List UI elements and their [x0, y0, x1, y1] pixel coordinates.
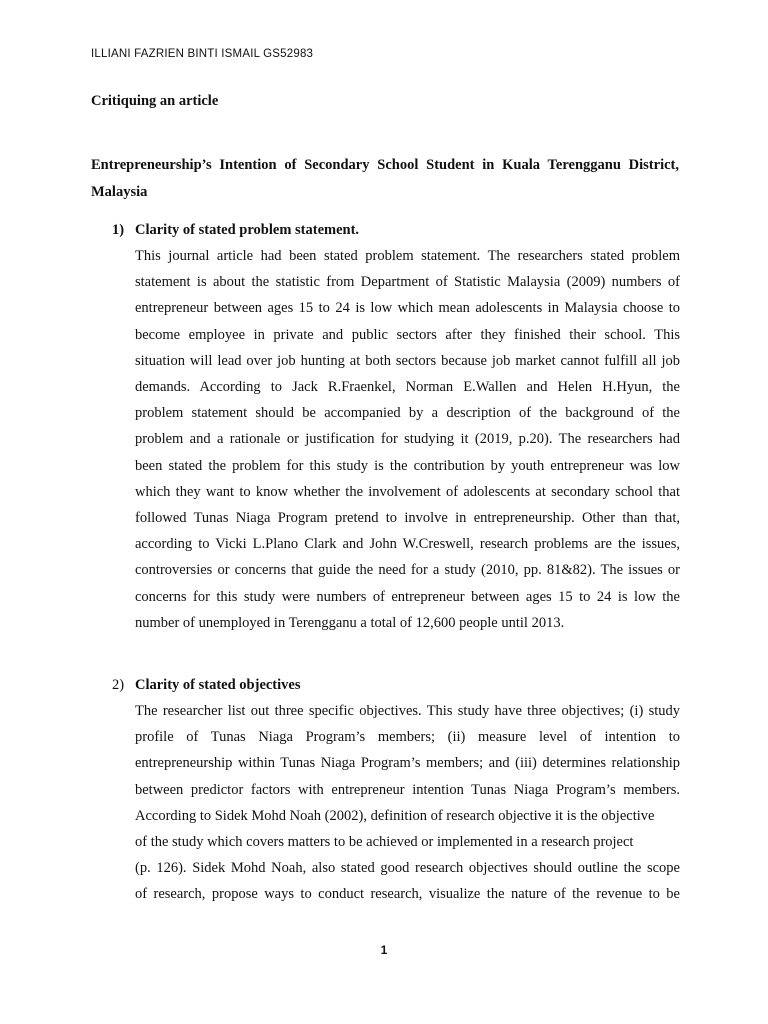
section-2-heading-text: Clarity of stated objectives — [135, 677, 301, 693]
paragraph-line: situation will lead over job hunting at both sectors because job market cannot fulfill all job — [135, 352, 680, 369]
paragraph-line: followed Tunas Niaga Program pretend to involve in entrepreneurship. Other than that, — [135, 510, 680, 527]
paragraph-line: entrepreneurship within Tunas Niaga Program’s members; and (iii) determines relationship — [135, 755, 680, 772]
paragraph-line: entrepreneur between ages 15 to 24 is low which mean adolescents in Malaysia choose to — [135, 300, 680, 317]
paragraph-line: According to Sidek Mohd Noah (2002), definition of research objective it is the objective — [135, 807, 655, 824]
paragraph-line: number of unemployed in Terengganu a total of 12,600 people until 2013. — [135, 614, 565, 631]
section-1-body — [135, 243, 680, 636]
paragraph-line: problem statement should be accompanied by a description of the background of the — [135, 405, 680, 422]
paragraph-line: between predictor factors with entrepreneur intention Tunas Niaga Program’s members. — [135, 781, 680, 798]
section-2-body — [135, 698, 680, 908]
paragraph-line: controversies or concerns that guide the need for a study (2010, pp. 81&82). The issues or — [135, 562, 680, 579]
page-number: 1 — [380, 943, 388, 957]
paragraph-line: problem and a rationale or justification for studying it (2019, p.20). The researchers had — [135, 431, 680, 448]
section-2 — [112, 672, 680, 908]
section-1-number: 1) — [112, 222, 125, 238]
paragraph-line: which they want to know whether the involvement of adolescents at secondary school that — [135, 483, 680, 500]
paragraph-line: The researcher list out three specific objectives. This study have three objectives; (i) study — [135, 703, 680, 719]
paragraph-line: concerns for this study were numbers of entrepreneur between ages 15 to 24 is low the — [135, 588, 680, 605]
section-1-heading-text: Clarity of stated problem statement. — [135, 222, 360, 238]
section-1-heading — [112, 217, 680, 243]
section-1 — [112, 217, 680, 636]
paragraph-line: profile of Tunas Niaga Program’s members; (ii) measure level of intention to — [135, 729, 680, 746]
paragraph-line: of research, propose ways to conduct research, visualize the nature of the revenue to be — [135, 886, 680, 903]
paragraph-line: demands. According to Jack R.Fraenkel, Norman E.Wallen and Helen H.Hyun, the — [135, 379, 680, 396]
paragraph-line: according to Vicki L.Plano Clark and John W.Creswell, research problems are the issues, — [135, 536, 680, 553]
paragraph-line: of the study which covers matters to be achieved or implemented in a research project — [135, 834, 634, 851]
paragraph-line: statement is about the statistic from Department of Statistic Malaysia (2009) numbers of — [135, 274, 680, 291]
paragraph-line: (p. 126). Sidek Mohd Noah, also stated good research objectives should outline the scope — [135, 860, 680, 877]
author-header: ILLIANI FAZRIEN BINTI ISMAIL GS52983 — [91, 48, 314, 60]
section-2-heading — [112, 672, 680, 698]
section-2-number: 2) — [112, 677, 125, 693]
paragraph-line: become employee in private and public sectors after they finished their school. This — [135, 326, 680, 343]
paragraph-line: This journal article had been stated problem statement. The researchers stated problem — [135, 248, 680, 264]
paragraph-line: been stated the problem for this study is the contribution by youth entrepreneur was low — [135, 457, 680, 474]
article-title: Entrepreneurship’s Intention of Secondary School Student in Kuala Terengganu District, Malaysia — [91, 157, 679, 200]
document-title: Critiquing an article — [91, 93, 219, 109]
